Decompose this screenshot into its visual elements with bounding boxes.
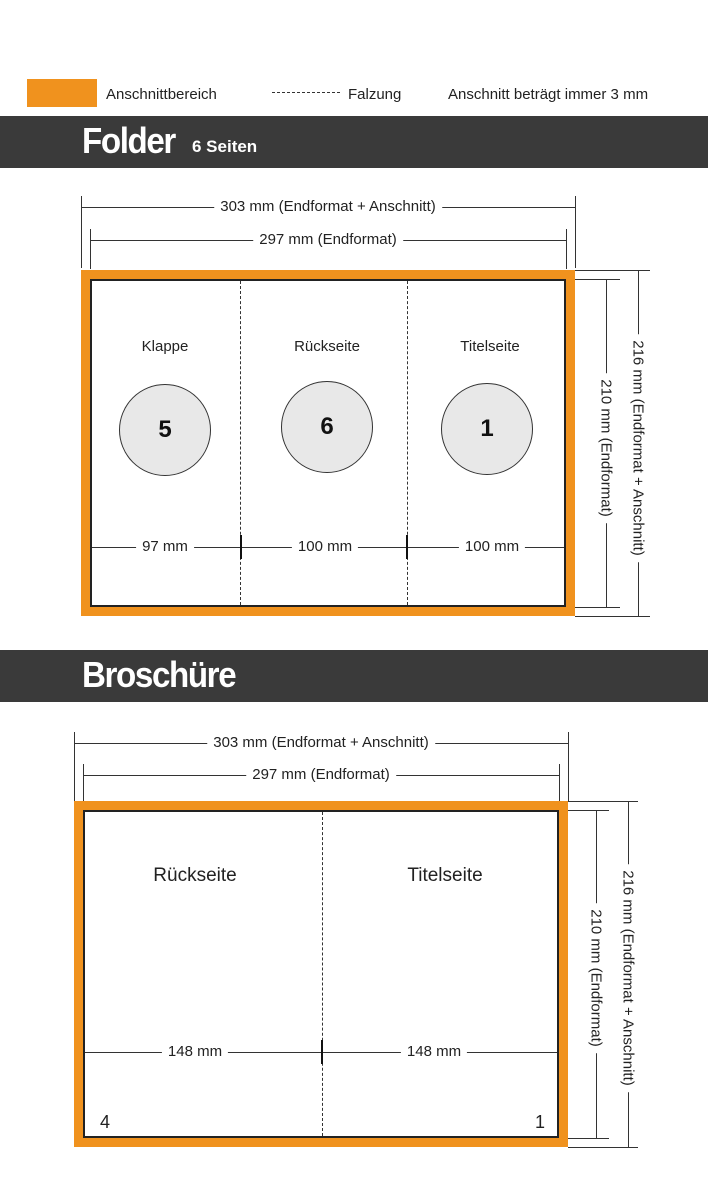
brochure-final-width-label: 297 mm (Endformat) — [246, 766, 396, 783]
brochure-fold-line — [322, 812, 323, 1136]
brochure-banner — [0, 650, 708, 702]
folder-bleed-width-label: 303 mm (Endformat + Anschnitt) — [214, 198, 442, 215]
bleed-swatch — [27, 79, 97, 107]
folder-subtitle: 6 Seiten — [192, 137, 258, 156]
brochure-bleed-width-label: 303 mm (Endformat + Anschnitt) — [207, 734, 435, 751]
folder-final-width-tick-left — [90, 229, 91, 269]
folder-final-width-tick-right — [566, 229, 567, 269]
folder-page-number-5: 5 — [119, 384, 211, 476]
legend-note: Anschnitt beträgt immer 3 mm — [448, 86, 649, 103]
folder-banner — [0, 116, 708, 168]
brochure-bleed-width-tick-right — [568, 732, 569, 802]
brochure-page-number-4: 4 — [100, 1112, 111, 1132]
folder-panel-label-titelseite: Titelseite — [460, 338, 520, 355]
brochure-panel-label-rueckseite: Rückseite — [153, 865, 237, 886]
brochure-panel-width-titelseite: 148 mm — [401, 1043, 467, 1060]
brochure-bleed-height-label: 216 mm (Endformat + Anschnitt) — [620, 864, 637, 1092]
folder-title: Folder — [82, 120, 175, 161]
brochure-bleed-height-tick-bottom — [568, 1147, 638, 1148]
legend-fold-line — [272, 92, 340, 93]
folder-panel-width-tick-1 — [240, 535, 242, 559]
folder-panel-width-klappe: 97 mm — [136, 538, 194, 555]
folder-panel-width-titelseite: 100 mm — [459, 538, 525, 555]
brochure-panel-width-tick — [321, 1040, 323, 1064]
brochure-final-height-label: 210 mm (Endformat) — [588, 903, 605, 1053]
folder-panel-label-klappe: Klappe — [141, 338, 189, 355]
folder-bleed-width-tick-right — [575, 196, 576, 268]
legend-fold-label: Falzung — [348, 86, 402, 103]
brochure-panel-label-titelseite: Titelseite — [407, 865, 483, 886]
folder-page-number-1: 1 — [441, 383, 533, 475]
brochure-panel-width-rueckseite: 148 mm — [162, 1043, 228, 1060]
folder-panel-label-rueckseite: Rückseite — [294, 338, 360, 355]
folder-final-height-label: 210 mm (Endformat) — [598, 373, 615, 523]
folder-bleed-height-label: 216 mm (Endformat + Anschnitt) — [630, 334, 647, 562]
legend-bleed-label: Anschnittbereich — [106, 86, 217, 103]
brochure-title: Broschüre — [82, 654, 236, 695]
folder-bleed-height-tick-bottom — [575, 616, 650, 617]
folder-panel-width-rueckseite: 100 mm — [292, 538, 358, 555]
folder-final-width-label: 297 mm (Endformat) — [253, 231, 403, 248]
brochure-trim-area — [83, 810, 559, 1138]
brochure-page-number-1: 1 — [535, 1112, 546, 1132]
folder-panel-width-tick-2 — [406, 535, 408, 559]
folder-page-number-6: 6 — [281, 381, 373, 473]
